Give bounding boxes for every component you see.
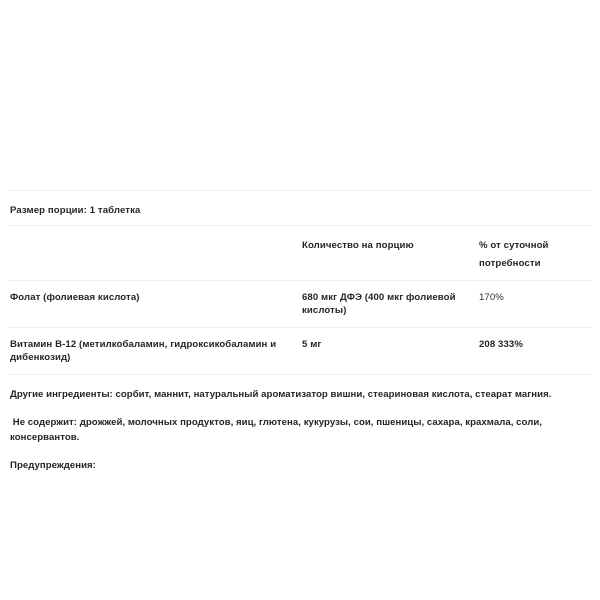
serving-size-label: Размер порции: 1 таблетка [10,205,141,216]
warnings-label: Предупреждения: [10,459,96,471]
table-row [8,328,592,375]
serving-size-row [8,191,592,226]
free-from-text: Не содержит: дрожжей, молочных продуктов, яиц, глютена, кукурузы, сои, пшеницы, сахара, крахмала, соли, консервантов. [10,416,545,443]
header-cell-name [8,226,300,281]
other-ingredients-text: Другие ингредиенты: сорбит, маннит, натуральный ароматизатор вишни, стеариновая кислота, стеарат магния. [10,389,552,400]
table-header-row [8,226,592,281]
supplement-facts-table [8,190,592,375]
header-label-daily-value: % от суточной потребности [479,240,549,269]
table-row [8,281,592,328]
nutrient-daily-value: 208 333% [477,328,592,375]
header-label-amount: Количество на порцию [302,240,414,251]
nutrient-amount: 5 мг [300,328,477,375]
header-cell-amount [300,226,477,281]
content-area [0,190,600,473]
nutrient-name: Фолат (фолиевая кислота) [8,281,300,328]
serving-size-cell [8,191,592,226]
nutrient-amount: 680 мкг ДФЭ (400 мкг фолиевой кислоты) [300,281,477,328]
header-cell-daily-value [477,226,592,281]
notes-section [0,387,600,473]
nutrient-daily-value: 170% [477,281,592,328]
nutrient-name: Витамин B-12 (метилкобаламин, гидроксикобаламин и дибенкозид) [8,328,300,375]
